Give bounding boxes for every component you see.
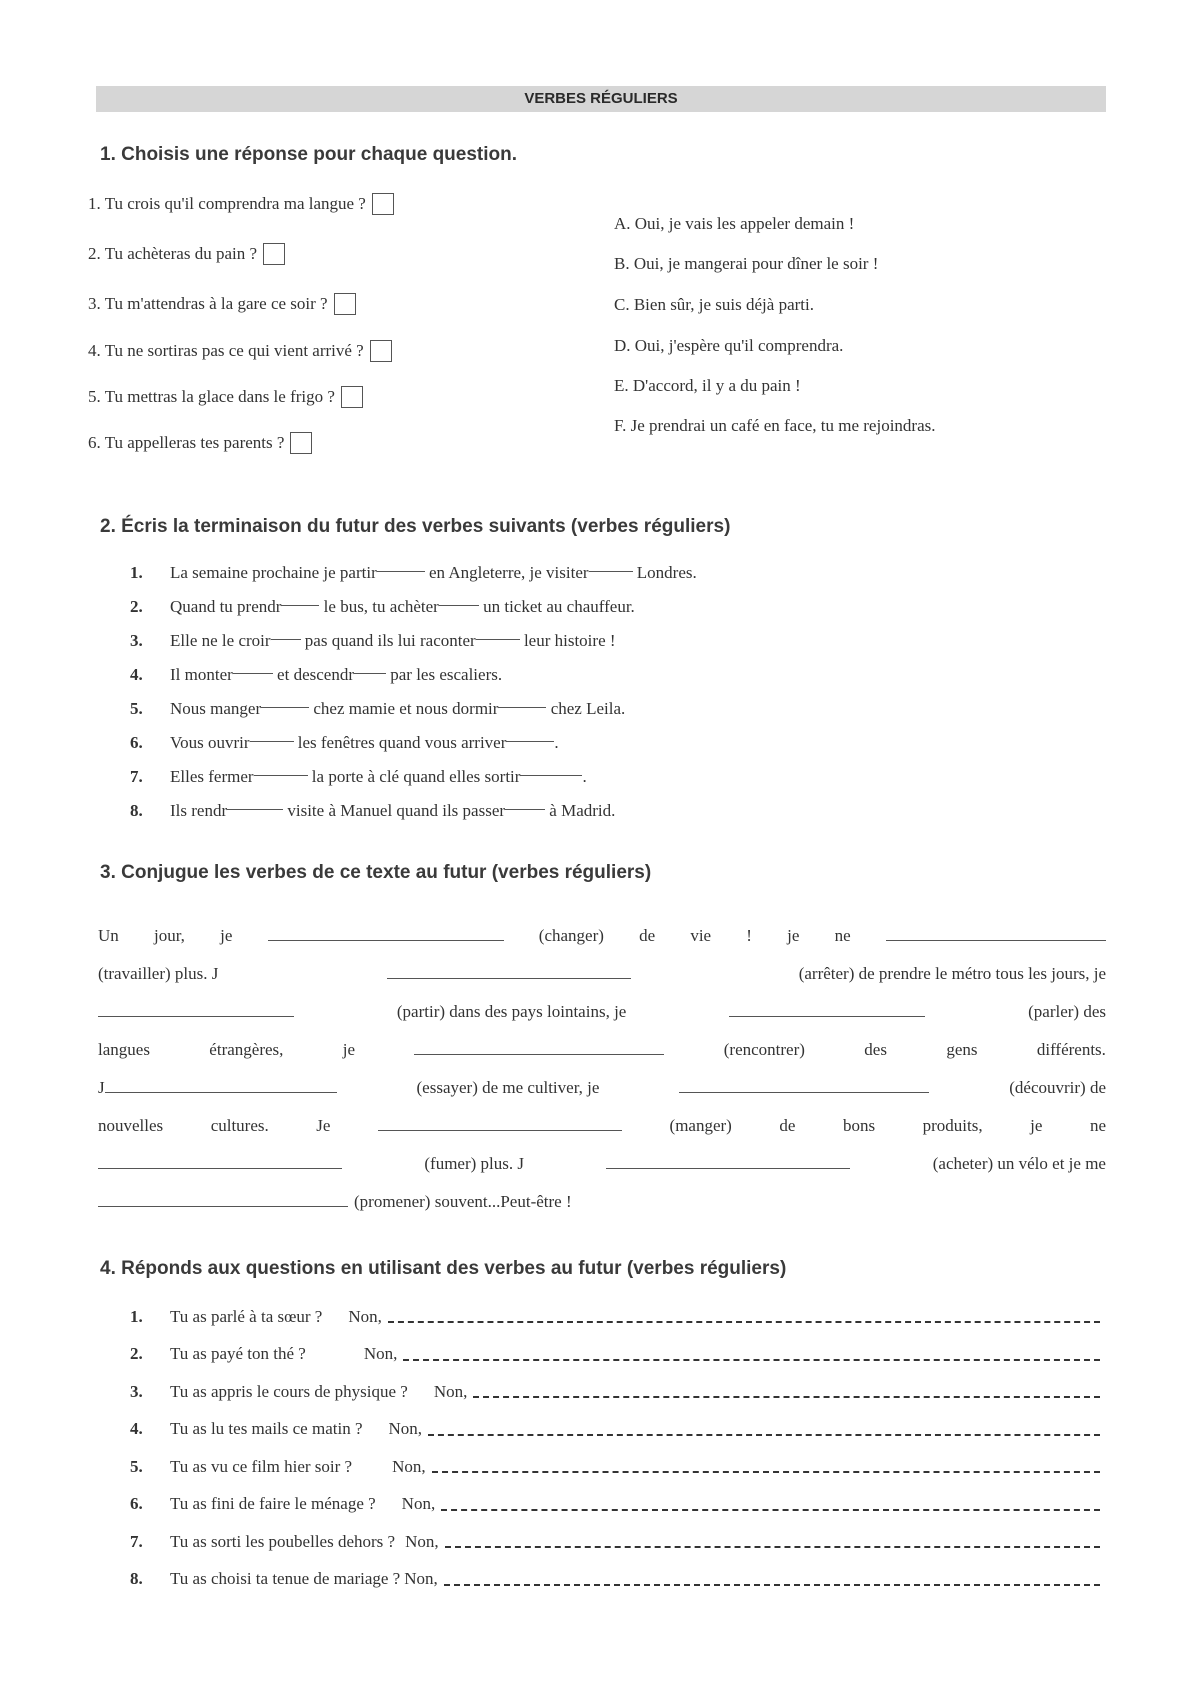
ending-blank[interactable] bbox=[250, 740, 294, 742]
answer-box-2[interactable] bbox=[263, 243, 285, 265]
question-5-text: 5. Tu mettras la glace dans le frigo ? bbox=[88, 387, 335, 406]
paragraph-line: Un jour, je (changer) de vie ! je ne bbox=[98, 912, 1106, 946]
answer-box-3[interactable] bbox=[334, 293, 356, 315]
verb-blank[interactable] bbox=[679, 1091, 929, 1093]
question-2-text: 2. Tu achèteras du pain ? bbox=[88, 244, 258, 263]
paragraph-line: (partir) dans des pays lointains, je (parler) des bbox=[98, 988, 1106, 1022]
ending-blank[interactable] bbox=[439, 604, 479, 606]
answer-option-a: A. Oui, je vais les appeler demain ! bbox=[614, 214, 855, 233]
answer-line[interactable] bbox=[432, 1470, 1100, 1473]
ending-blank[interactable] bbox=[281, 604, 319, 606]
question-1 bbox=[88, 193, 394, 215]
answer-option-c: C. Bien sûr, je suis déjà parti. bbox=[614, 295, 814, 314]
ending-blank[interactable] bbox=[271, 638, 301, 640]
ending-blank[interactable] bbox=[505, 808, 545, 810]
paragraph-line: nouvelles cultures. Je (manger) de bons produits, je ne bbox=[98, 1116, 1106, 1135]
section2-heading: 2. Écris la terminaison du futur des verbes suivants (verbes réguliers) bbox=[100, 516, 731, 537]
question-2 bbox=[88, 243, 285, 265]
paragraph-line: (promener) souvent...Peut-être ! bbox=[98, 1178, 1106, 1212]
question-3-text: 3. Tu m'attendras à la gare ce soir ? bbox=[88, 294, 328, 313]
question-3 bbox=[88, 293, 356, 315]
verb-blank[interactable] bbox=[729, 1015, 925, 1017]
paragraph-line: J (essayer) de me cultiver, je (découvrir) de bbox=[98, 1078, 1106, 1097]
verb-blank[interactable] bbox=[414, 1053, 664, 1055]
verb-blank[interactable] bbox=[378, 1129, 622, 1131]
worksheet-title: VERBES RÉGULIERS bbox=[96, 86, 1106, 112]
answer-line[interactable] bbox=[403, 1358, 1100, 1361]
ending-blank[interactable] bbox=[589, 570, 633, 572]
list-item: 3. Tu as appris le cours de physique ? Non, bbox=[130, 1373, 1100, 1411]
section2-list bbox=[130, 556, 697, 828]
ending-blank[interactable] bbox=[476, 638, 520, 640]
list-item: 4. Il monter et descendr par les escaliers. bbox=[130, 665, 503, 684]
list-item: 5. Tu as vu ce film hier soir ? Non, bbox=[130, 1448, 1100, 1486]
ending-blank[interactable] bbox=[520, 774, 582, 776]
answer-option-d: D. Oui, j'espère qu'il comprendra. bbox=[614, 336, 844, 355]
paragraph-line: langues étrangères, je (rencontrer) des gens différents. bbox=[98, 1040, 1106, 1059]
verb-blank[interactable] bbox=[387, 977, 631, 979]
verb-blank[interactable] bbox=[98, 1015, 294, 1017]
verb-blank[interactable] bbox=[105, 1091, 337, 1093]
ending-blank[interactable] bbox=[254, 774, 308, 776]
question-1-text: 1. Tu crois qu'il comprendra ma langue ? bbox=[88, 194, 366, 213]
verb-blank[interactable] bbox=[268, 939, 504, 941]
verb-blank[interactable] bbox=[606, 1167, 850, 1169]
list-item: 6. Vous ouvrir les fenêtres quand vous arriver . bbox=[130, 733, 559, 752]
verb-blank[interactable] bbox=[886, 939, 1106, 941]
answer-box-4[interactable] bbox=[370, 340, 392, 362]
list-item: 6. Tu as fini de faire le ménage ? Non, bbox=[130, 1486, 1100, 1524]
list-item: 8. Tu as choisi ta tenue de mariage ? Non, bbox=[130, 1561, 1100, 1599]
list-item: 1. Tu as parlé à ta sœur ? Non, bbox=[130, 1298, 1100, 1336]
answer-option-e: E. D'accord, il y a du pain ! bbox=[614, 376, 801, 395]
answer-box-6[interactable] bbox=[290, 432, 312, 454]
question-4-text: 4. Tu ne sortiras pas ce qui vient arrivé ? bbox=[88, 341, 364, 360]
section1-heading: 1. Choisis une réponse pour chaque question. bbox=[100, 144, 518, 165]
ending-blank[interactable] bbox=[506, 740, 554, 742]
ending-blank[interactable] bbox=[377, 570, 425, 572]
list-item: 7. Elles fermer la porte à clé quand elles sortir . bbox=[130, 767, 587, 786]
list-item: 5. Nous manger chez mamie et nous dormir chez Leila. bbox=[130, 699, 626, 718]
answer-line[interactable] bbox=[445, 1545, 1100, 1548]
verb-blank[interactable] bbox=[98, 1167, 342, 1169]
list-item: 1. La semaine prochaine je partir en Angleterre, je visiter Londres. bbox=[130, 563, 697, 582]
answer-line[interactable] bbox=[473, 1395, 1100, 1398]
answer-box-5[interactable] bbox=[341, 386, 363, 408]
verb-blank[interactable] bbox=[98, 1205, 348, 1207]
list-item: 2. Quand tu prendr le bus, tu achèter un ticket au chauffeur. bbox=[130, 597, 635, 616]
ending-blank[interactable] bbox=[261, 706, 309, 708]
section4-list bbox=[130, 1298, 1100, 1598]
ending-blank[interactable] bbox=[233, 672, 273, 674]
paragraph-line: (travailler) plus. J (arrêter) de prendre le métro tous les jours, je bbox=[98, 964, 1106, 983]
answer-line[interactable] bbox=[444, 1583, 1100, 1586]
ending-blank[interactable] bbox=[227, 808, 283, 810]
question-6-text: 6. Tu appelleras tes parents ? bbox=[88, 433, 285, 452]
list-item: 2. Tu as payé ton thé ? Non, bbox=[130, 1336, 1100, 1374]
question-5 bbox=[88, 386, 363, 408]
list-item: 8. Ils rendr visite à Manuel quand ils passer à Madrid. bbox=[130, 801, 616, 820]
paragraph-line: (fumer) plus. J (acheter) un vélo et je me bbox=[98, 1140, 1106, 1174]
ending-blank[interactable] bbox=[498, 706, 546, 708]
question-4 bbox=[88, 340, 392, 362]
ending-blank[interactable] bbox=[354, 672, 386, 674]
answer-line[interactable] bbox=[428, 1433, 1100, 1436]
answer-option-b: B. Oui, je mangerai pour dîner le soir ! bbox=[614, 254, 879, 273]
answer-line[interactable] bbox=[441, 1508, 1100, 1511]
answer-box-1[interactable] bbox=[372, 193, 394, 215]
section4-heading: 4. Réponds aux questions en utilisant des verbes au futur (verbes réguliers) bbox=[100, 1258, 787, 1279]
answer-option-f: F. Je prendrai un café en face, tu me rejoindras. bbox=[614, 416, 936, 435]
list-item: 7. Tu as sorti les poubelles dehors ? Non, bbox=[130, 1523, 1100, 1561]
question-6 bbox=[88, 432, 312, 454]
list-item: 4. Tu as lu tes mails ce matin ? Non, bbox=[130, 1411, 1100, 1449]
answer-line[interactable] bbox=[388, 1320, 1100, 1323]
section3-heading: 3. Conjugue les verbes de ce texte au futur (verbes réguliers) bbox=[100, 862, 652, 883]
list-item: 3. Elle ne le croir pas quand ils lui raconter leur histoire ! bbox=[130, 631, 616, 650]
